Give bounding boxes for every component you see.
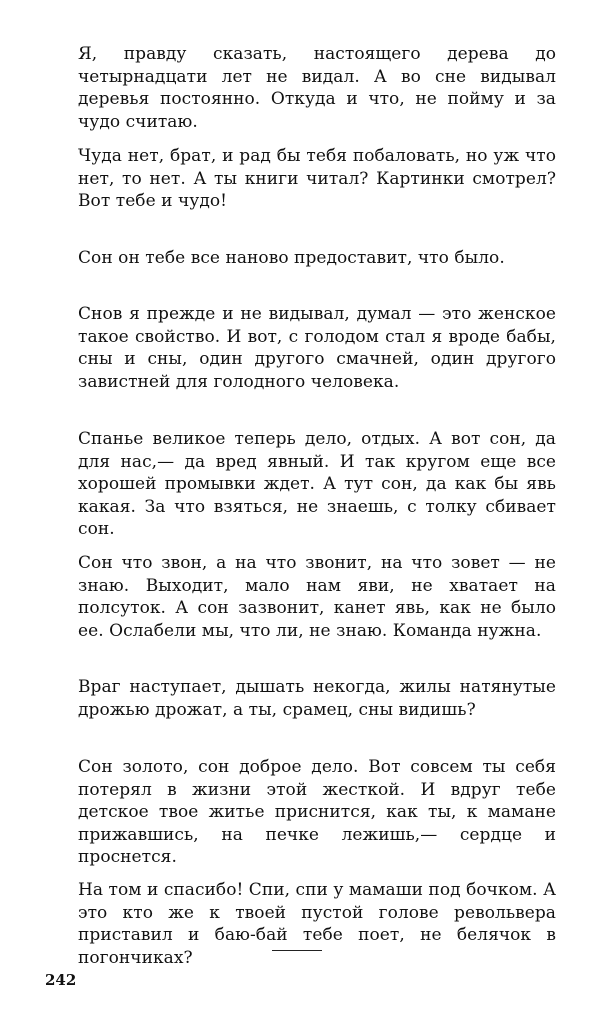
paragraph-5: Спанье великое теперь дело, отдых. А вот сон, да для нас,— да вред явный. И так кругом еще все хорошей промывки ждет. А тут сон, да как бы явь какая. За что взяться, не знаешь, с толку сбивает сон.	[78, 429, 556, 539]
paragraph-6: Сон что звон, а на что звонит, на что зовет — не знаю. Выходит, мало нам яви, не хватает на полсуток. А сон зазвонит, канет явь, как не было ее. Ослабели мы, что ли, не знаю. Команда нужна.	[78, 553, 556, 641]
paragraph-2: Чуда нет, брат, и рад бы тебя побаловать, но уж что нет, то нет. А ты книги читал? Картинки смотрел? Вот тебе и чудо!	[78, 146, 556, 211]
paragraph-4: Снов я прежде и не видывал, думал — это женское такое свойство. И вот, с голодом стал я вроде бабы, сны и сны, один другого смачней, один другого завистней для голодного человека.	[78, 304, 556, 392]
section-divider	[272, 950, 322, 951]
paragraph-7: Враг наступает, дышать некогда, жилы натянутые дрожью дрожат, а ты, срамец, сны видишь?	[78, 677, 556, 720]
page-number: 242	[45, 971, 77, 989]
paragraph-3: Сон он тебе все наново предоставит, что было.	[78, 248, 505, 268]
paragraph-1: Я, правду сказать, настоящего дерева до четырнадцати лет не видал. А во сне видывал деревья постоянно. Откуда и что, не пойму и за чудо считаю.	[78, 44, 556, 132]
paragraph-9: На том и спасибо! Спи, спи у мамаши под бочком. А это кто же к твоей пустой голове револьвера приставил и баю-бай тебе поет, не белячок в погончиках?	[78, 880, 556, 968]
paragraph-8: Сон золото, сон доброе дело. Вот совсем ты себя потерял в жизни этой жесткой. И вдруг тебе детское твое житье приснится, как ты, к мамане прижавшись, на печке лежишь,— сердце и проснется.	[78, 757, 556, 867]
